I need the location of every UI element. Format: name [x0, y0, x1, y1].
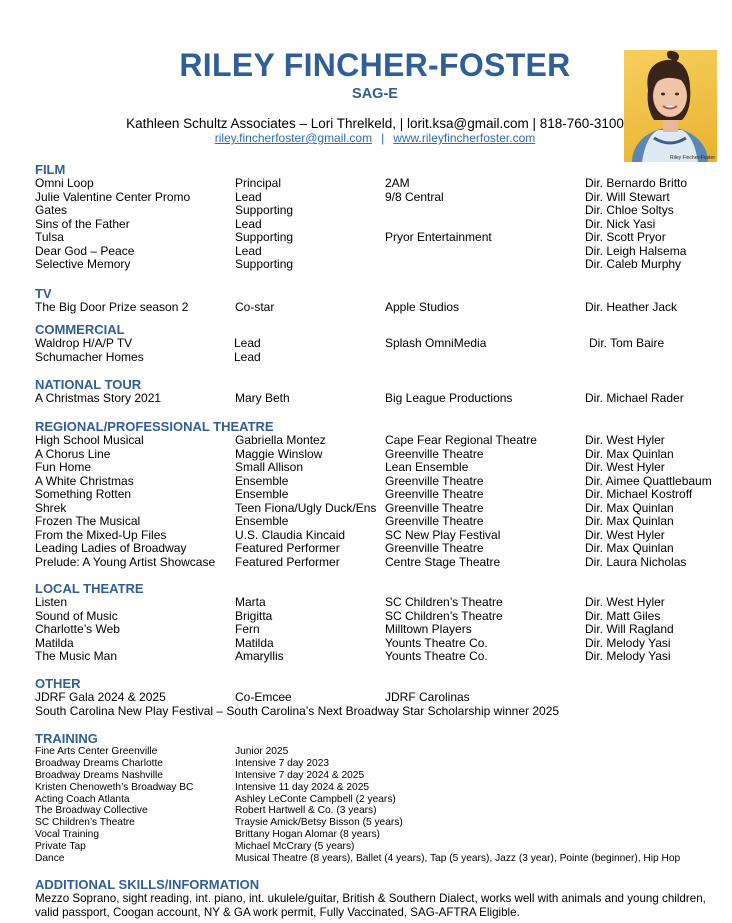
training-row [35, 794, 725, 806]
credit-row [35, 515, 725, 529]
credit-row [35, 542, 725, 556]
credit-role: Matilda [235, 635, 274, 650]
training-program: The Broadway Collective [35, 805, 148, 817]
section-heading-tv: TV [35, 286, 52, 301]
credit-title: Omni Loop [35, 176, 94, 190]
credit-role: Lead [235, 216, 262, 231]
training-detail: Intensive 7 day 2024 & 2025 [235, 769, 365, 781]
credit-title: Charlotte’s Web [35, 622, 120, 636]
credit-director: Dir. Michael Kostroff [585, 487, 693, 501]
credit-title: Listen [35, 595, 68, 609]
credit-title: Schumacher Homes [35, 349, 144, 364]
credit-title: A White Christmas [35, 473, 134, 488]
training-detail: Musical Theatre (8 years), Ballet (4 years), Tap (5 years), Jazz (3 year), Pointe (beginner), Hip Hop [235, 853, 681, 865]
credit-director: Dir. West Hyler [585, 527, 665, 542]
credit-company: Greenville Theatre [385, 500, 484, 515]
credit-role: Supporting [235, 203, 294, 217]
actor-name: RILEY FINCHER-FOSTER [179, 47, 571, 83]
credit-title: Julie Valentine Center Promo [35, 189, 191, 204]
credit-director: Dir. Tom Baire [589, 336, 665, 350]
credit-company: SC New Play Festival [385, 527, 501, 542]
credit-role: Co-star [235, 300, 275, 314]
section-heading-other: OTHER [35, 676, 81, 691]
credit-row [35, 502, 725, 516]
credit-row [35, 488, 725, 502]
credit-role: Maggie Winslow [235, 446, 323, 461]
credit-role: Fern [235, 622, 260, 636]
credit-role: Amaryllis [235, 649, 284, 663]
training-program: Broadway Dreams Charlotte [35, 757, 163, 769]
training-program: Dance [35, 853, 65, 865]
credit-title: Waldrop H/A/P TV [35, 336, 133, 350]
credit-title: Shrek [35, 500, 67, 515]
credit-title: Something Rotten [35, 487, 132, 501]
credit-company: Greenville Theatre [385, 473, 484, 488]
credit-title: JDRF Gala 2024 & 2025 [35, 690, 166, 704]
credit-director: Dir. Will Ragland [585, 622, 674, 636]
training-row [35, 782, 725, 794]
credit-company: Greenville Theatre [385, 487, 484, 501]
credit-role: Teen Fiona/Ugly Duck/Ens [235, 500, 377, 515]
credit-director: Dir. Chloe Soltys [585, 203, 674, 217]
credit-director: Dir. Caleb Murphy [585, 257, 682, 271]
training-detail: Brittany Hogan Alomar (8 years) [235, 829, 380, 841]
credit-company: SC Children’s Theatre [385, 595, 503, 609]
credit-row [35, 556, 725, 570]
credit-title: The Music Man [35, 649, 118, 663]
credit-company: Greenville Theatre [385, 514, 484, 528]
section-heading-film: FILM [35, 162, 66, 177]
credit-role: Supporting [235, 257, 294, 271]
training-row [35, 770, 725, 782]
credit-row [35, 177, 725, 191]
credit-title: From the Mixed-Up Files [35, 527, 167, 542]
credit-title: Frozen The Musical [35, 514, 141, 528]
credit-director: Dir. Melody Yasi [585, 635, 671, 650]
credit-row [35, 650, 725, 664]
credit-title: A Christmas Story 2021 [35, 391, 162, 405]
credit-company: Younts Theatre Co. [385, 649, 488, 663]
training-program: Broadway Dreams Nashville [35, 769, 163, 781]
credit-company: Lean Ensemble [385, 460, 469, 474]
credit-director: Dir. West Hyler [585, 460, 665, 474]
credit-director: Dir. Matt Giles [585, 608, 661, 623]
credit-title: Sins of the Father [35, 216, 130, 231]
credit-title: Leading Ladies of Broadway [35, 541, 187, 555]
training-row [35, 805, 725, 817]
agency-contact: Kathleen Schultz Associates – Lori Threlkeld, | lorit.ksa@gmail.com | 818-760-3100 [126, 116, 624, 131]
training-row [35, 829, 725, 841]
credit-company: 9/8 Central [385, 189, 444, 204]
credit-title: Gates [35, 203, 68, 217]
training-program: Kristen Chenoweth’s Broadway BC [35, 781, 194, 793]
section-tv [35, 286, 725, 315]
section-heading-national-tour: NATIONAL TOUR [35, 377, 142, 392]
credit-row [35, 461, 725, 475]
credit-company: Younts Theatre Co. [385, 635, 488, 650]
email-link[interactable]: riley.fincherfoster@gmail.com [214, 131, 373, 145]
credit-row [35, 191, 725, 205]
credit-role: Lead [235, 243, 262, 258]
headshot-portrait-icon [624, 50, 717, 162]
credit-director: Dir. Leigh Halsema [585, 243, 687, 258]
credit-company: Big League Productions [385, 391, 513, 405]
credit-title: Sound of Music [35, 608, 118, 623]
credit-company: Splash OmniMedia [385, 336, 487, 350]
credit-director: Dir. Laura Nicholas [585, 554, 687, 569]
training-row [35, 758, 725, 770]
credit-row [35, 245, 725, 259]
skills-text: Mezzo Soprano, sight reading, int. piano, int. ukulele/guitar, British & Southern Dialect, works well with animals and young children, valid passport, Coogan account, NY & GA work permit, Fully Vaccinated, SAG-AFTRA Eligible. [35, 892, 706, 919]
training-program: Vocal Training [35, 829, 99, 841]
section-other [35, 676, 725, 718]
training-detail: Intensive 11 day 2024 & 2025 [235, 781, 370, 793]
section-film [35, 162, 725, 272]
credit-title: A Chorus Line [35, 446, 111, 461]
credit-row [35, 623, 725, 637]
credit-director: Dir. Bernardo Britto [585, 176, 688, 190]
credit-company: Apple Studios [385, 300, 460, 314]
training-row [35, 853, 725, 865]
credit-company: Cape Fear Regional Theatre [385, 433, 537, 447]
credit-director: Dir. Will Stewart [585, 189, 670, 204]
credit-company: Centre Stage Theatre [385, 554, 501, 569]
credit-role: Gabriella Montez [235, 433, 326, 447]
credit-row [35, 596, 725, 610]
section-commercial [35, 322, 725, 364]
credit-director: Dir. West Hyler [585, 595, 665, 609]
credit-director: Dir. Max Quinlan [585, 514, 674, 528]
contact-links [60, 131, 690, 145]
credit-company: SC Children’s Theatre [385, 608, 503, 623]
credit-role: Marta [235, 595, 266, 609]
credit-director: Dir. Max Quinlan [585, 541, 674, 555]
training-detail: Junior 2025 [235, 746, 289, 757]
link-separator: | [381, 131, 385, 145]
credit-title: Prelude: A Young Artist Showcase [35, 554, 216, 569]
training-detail: Intensive 7 day 2023 [235, 757, 330, 769]
credit-role: Lead [235, 189, 262, 204]
training-program: Fine Arts Center Greenville [35, 746, 158, 757]
section-additional-skills [35, 877, 725, 920]
credit-role: Ensemble [235, 514, 289, 528]
credit-director: Dir. Melody Yasi [585, 649, 671, 663]
training-detail: Robert Hartwell & Co. (3 years) [235, 805, 377, 817]
credit-title: Dear God – Peace [35, 243, 135, 258]
credit-director: Dir. West Hyler [585, 433, 665, 447]
credit-company: Greenville Theatre [385, 446, 484, 461]
credit-row [35, 637, 725, 651]
credit-row [35, 231, 725, 245]
section-heading-local: LOCAL THEATRE [35, 581, 144, 596]
section-national-tour [35, 377, 725, 406]
credit-row [35, 218, 725, 232]
credit-role: Featured Performer [235, 554, 340, 569]
credit-director: Dir. Heather Jack [585, 300, 678, 314]
credit-role: Small Allison [235, 460, 304, 474]
credit-role: Supporting [235, 230, 294, 244]
credit-title: Tulsa [35, 230, 64, 244]
section-regional-theatre [35, 419, 725, 569]
credit-role: Featured Performer [235, 541, 340, 555]
credit-director: Dir. Max Quinlan [585, 500, 674, 515]
other-line: South Carolina New Play Festival – South Carolina’s Next Broadway Star Scholarship winner 2025 [35, 703, 560, 718]
credit-row [35, 351, 725, 365]
credit-director: Dir. Scott Pryor [585, 230, 666, 244]
credit-role: Co-Emcee [235, 690, 292, 704]
section-heading-commercial: COMMERCIAL [35, 322, 125, 337]
credit-director: Dir. Max Quinlan [585, 446, 674, 461]
photo-credit: Riley Fincher-Foster [669, 155, 715, 161]
credit-title: Fun Home [35, 460, 92, 474]
credit-role: Brigitta [235, 608, 273, 623]
credit-title: Matilda [35, 635, 74, 650]
training-row [35, 817, 725, 829]
training-detail: Traysie Amick/Betsy Bisson (5 years) [235, 817, 403, 829]
section-training [35, 731, 725, 865]
credit-row [35, 392, 725, 406]
credit-title: Selective Memory [35, 257, 131, 271]
credit-title: High School Musical [35, 433, 144, 447]
credit-role: U.S. Claudia Kincaid [235, 527, 346, 542]
credit-row [35, 448, 725, 462]
credit-role: Lead [234, 349, 261, 364]
credit-title: The Big Door Prize season 2 [35, 300, 189, 314]
training-program: Private Tap [35, 841, 86, 853]
credit-row [35, 610, 725, 624]
training-row [35, 746, 725, 758]
credit-role: Ensemble [235, 473, 289, 488]
training-row [35, 841, 725, 853]
union-status: SAG-E [352, 86, 398, 102]
credit-row [35, 204, 725, 218]
credit-director: Dir. Nick Yasi [585, 216, 656, 231]
credit-director: Dir. Michael Rader [585, 391, 684, 405]
training-program: SC Children’s Theatre [35, 817, 135, 829]
credit-company: 2AM [385, 176, 410, 190]
section-heading-regional: REGIONAL/PROFESSIONAL THEATRE [35, 419, 274, 434]
website-link[interactable]: www.rileyfincherfoster.com [393, 131, 536, 145]
credit-row [35, 434, 725, 448]
credit-row [35, 258, 725, 272]
credit-role: Mary Beth [235, 391, 290, 405]
section-heading-training: TRAINING [35, 731, 98, 746]
section-heading-skills: ADDITIONAL SKILLS/INFORMATION [35, 877, 260, 892]
section-local-theatre [35, 581, 725, 664]
credit-company: Milltown Players [385, 622, 472, 636]
credit-company: Greenville Theatre [385, 541, 484, 555]
credit-row [35, 337, 725, 351]
training-program: Acting Coach Atlanta [35, 793, 130, 805]
credit-row [35, 475, 725, 489]
credit-role: Ensemble [235, 487, 289, 501]
credit-company: Pryor Entertainment [385, 230, 492, 244]
credit-role: Principal [235, 176, 282, 190]
credit-company: JDRF Carolinas [385, 690, 470, 704]
training-detail: Michael McCrary (5 years) [235, 841, 355, 853]
credit-row [35, 529, 725, 543]
training-detail: Ashley LeConte Campbell (2 years) [235, 793, 396, 805]
credit-role: Lead [234, 336, 261, 350]
credit-director: Dir. Aimee Quattlebaum [585, 473, 712, 488]
credit-row [35, 691, 725, 705]
credit-row [35, 301, 725, 315]
headshot-photo [624, 50, 717, 162]
